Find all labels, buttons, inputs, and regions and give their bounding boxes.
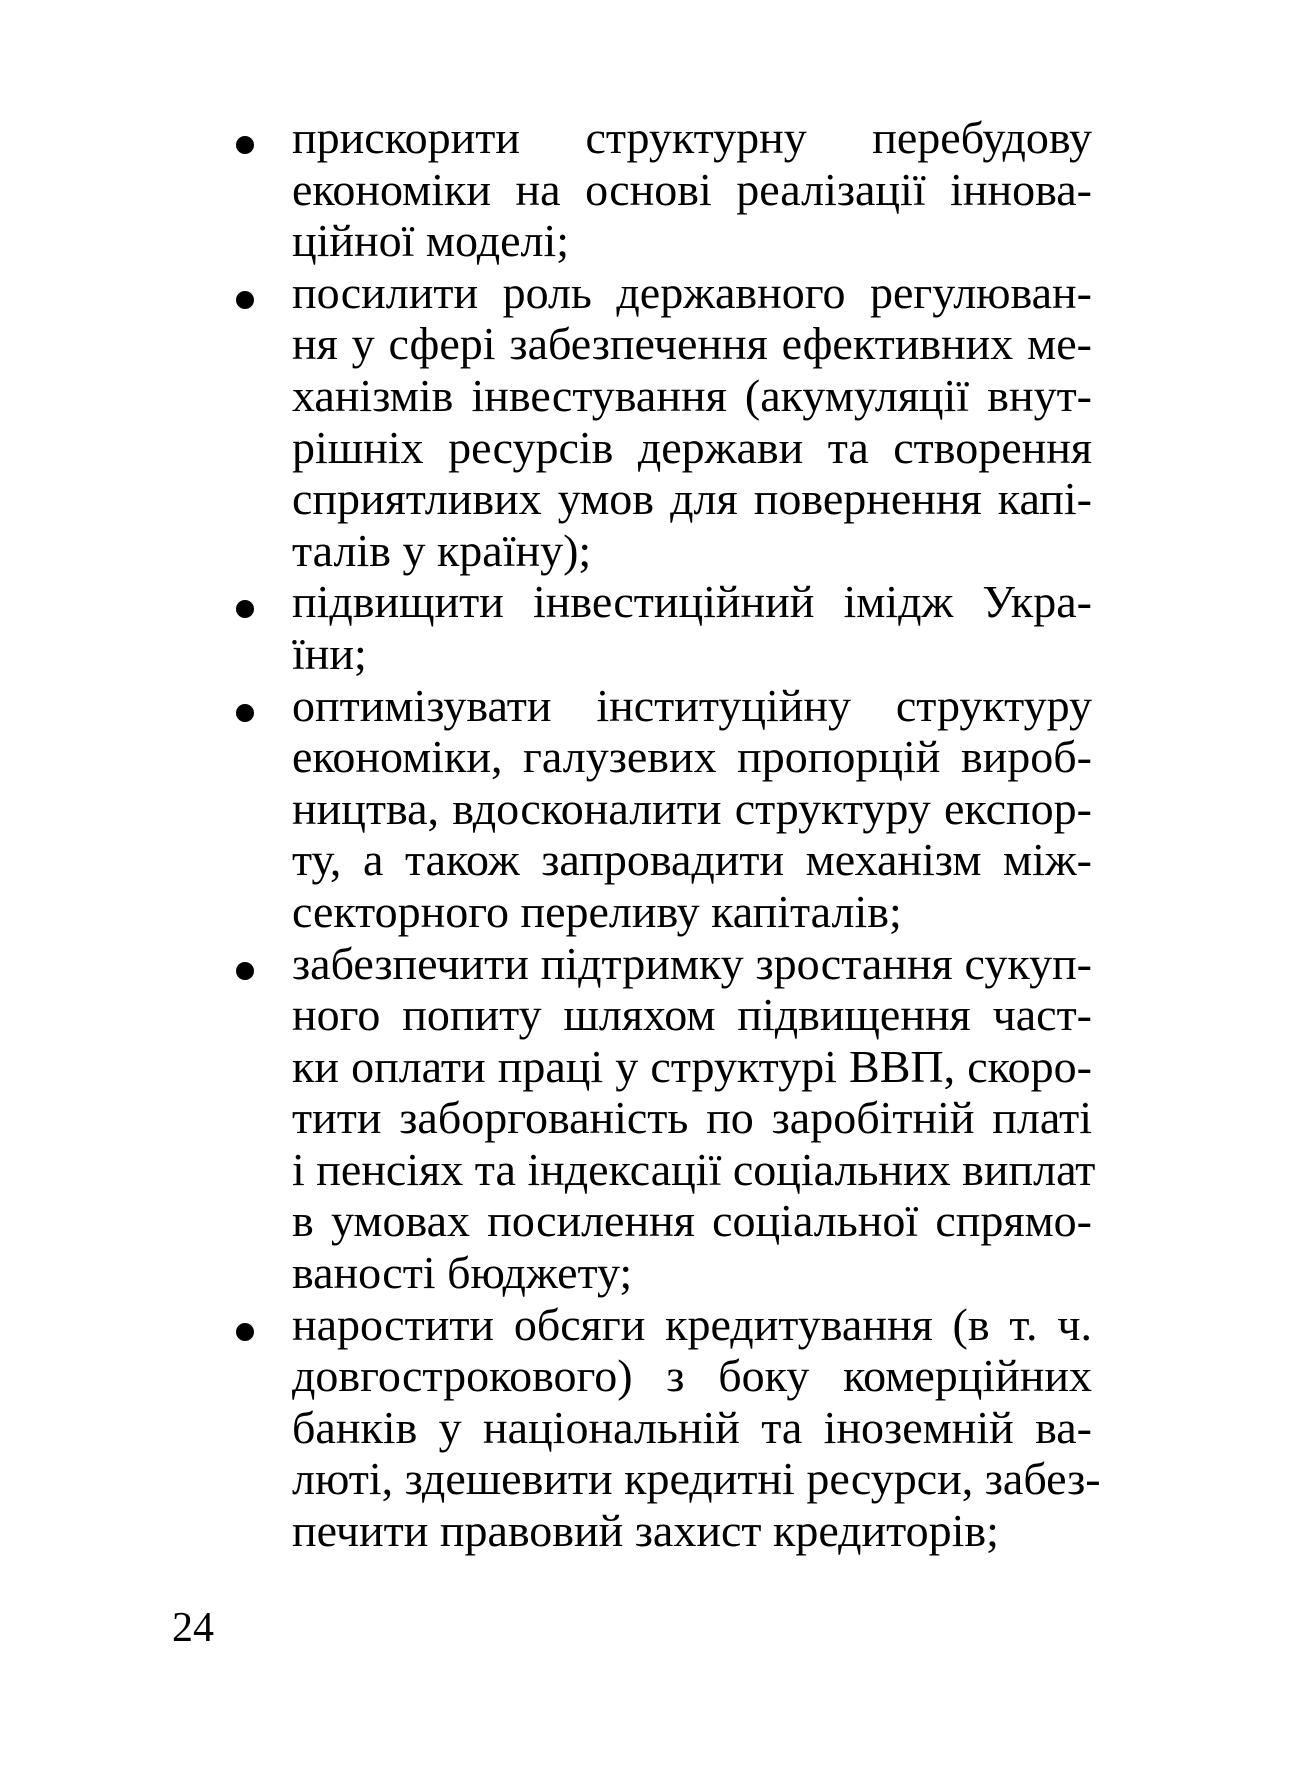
text-line: ційної моделі; xyxy=(292,215,570,267)
text-line: оптимізувати інституційну структуру xyxy=(292,679,1092,731)
text-line: економіки на основі реалізації іннова- xyxy=(292,163,1092,215)
bullet-icon xyxy=(236,136,254,154)
text-line: ваності бюджету; xyxy=(292,1247,633,1299)
bullet-icon xyxy=(236,291,254,309)
list-item xyxy=(232,680,1092,938)
text-line: печити правовий захист кредиторів; xyxy=(292,1505,999,1557)
list-item xyxy=(232,937,1096,1299)
text-line: ту, а також запровадити механізм між- xyxy=(292,834,1092,886)
list-item xyxy=(232,1298,1101,1557)
text-line: секторного переливу капіталів; xyxy=(292,885,902,937)
text-line: сприятливих умов для повернення капі- xyxy=(292,473,1092,525)
text-line: рішніх ресурсів держави та створення xyxy=(292,421,1092,473)
text-line: ня у сфері забезпечення ефективних ме- xyxy=(292,318,1092,370)
list-item xyxy=(232,112,1092,267)
list-item xyxy=(232,576,1092,679)
text-line: ки оплати праці у структурі ВВП, скоро- xyxy=(292,1040,1092,1092)
bullet-icon xyxy=(236,704,254,722)
text-line: ництва, вдосконалити структуру експор- xyxy=(292,782,1092,834)
bullet-icon xyxy=(236,962,254,980)
text-line: ханізмів інвестування (акумуляції внут- xyxy=(292,369,1092,421)
list-item xyxy=(232,267,1092,577)
text-line: ного попиту шляхом підвищення част- xyxy=(292,989,1092,1041)
text-line: тити заборгованість по заробітній платі xyxy=(292,1092,1092,1144)
text-line: їни; xyxy=(292,627,367,679)
bullet-icon xyxy=(236,1323,254,1341)
text-line: люті, здешевити кредитні ресурси, забез- xyxy=(292,1453,1101,1505)
text-line: посилити роль державного регулюван- xyxy=(292,266,1092,318)
text-line: підвищити інвестиційний імідж Укра- xyxy=(292,576,1092,628)
bullet-icon xyxy=(236,600,254,618)
text-line: і пенсіях та індексації соціальних виплат xyxy=(292,1143,1096,1195)
bullet-list xyxy=(232,112,1101,1557)
text-line: в умовах посилення соціальної спрямо- xyxy=(292,1195,1092,1247)
text-line: талів у країну); xyxy=(292,524,592,576)
text-line: банків у національній та іноземній ва- xyxy=(292,1401,1092,1453)
page-number: 24 xyxy=(172,1605,214,1651)
text-line: довгострокового) з боку комерційних xyxy=(292,1350,1092,1402)
text-line: забезпечити підтримку зростання сукуп- xyxy=(292,937,1092,989)
text-line: прискорити структурну перебудову xyxy=(292,112,1092,163)
text-line: економіки, галузевих пропорцій вироб- xyxy=(292,731,1092,783)
text-line: наростити обсяги кредитування (в т. ч. xyxy=(292,1298,1092,1350)
